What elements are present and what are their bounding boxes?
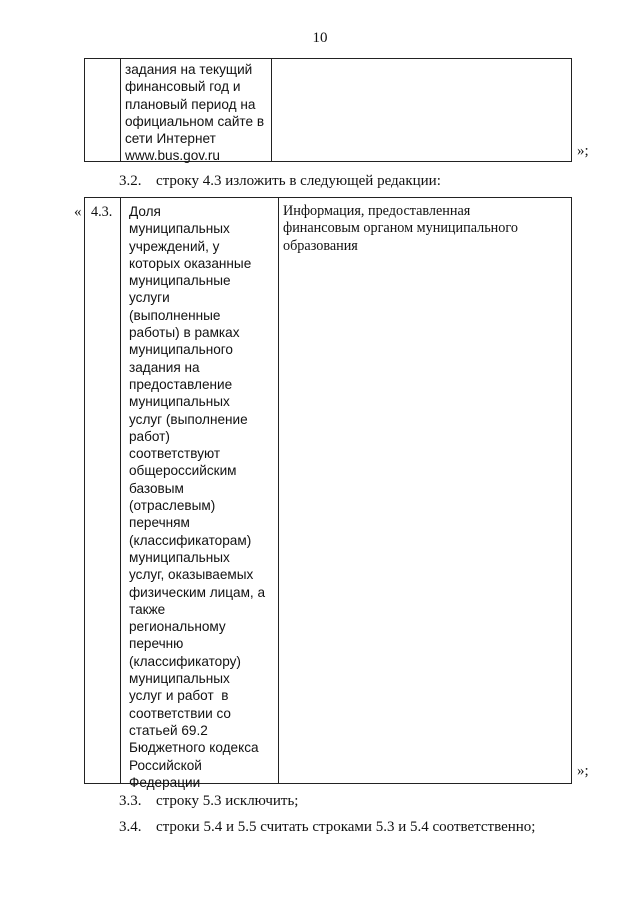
opening-quote: « [74,204,82,220]
paragraph-3-3-text: строку 5.3 исключить; [156,793,299,809]
paragraph-3-3-number: 3.3. [119,793,142,809]
source-cell: Информация, предоставленная финансовым органом муниципального образования [283,203,518,254]
column-divider [271,59,272,161]
table-continuation [84,58,572,162]
closing-quote: »; [577,143,589,159]
row-number-cell: 4.3. [91,204,113,220]
closing-quote-2: »; [577,763,589,779]
paragraph-3-4-text: строки 5.4 и 5.5 считать строками 5.3 и 5.4 соответственно; [156,819,536,835]
column-divider [120,198,121,783]
indicator-name-cell: Доля муниципальных учреждений, у которых оказанные муниципальные услуги (выполненные работы) в рамках муниципального задания на предоставление муниципальных услуг (выполнение работ) соответствуют общероссийским базовым (отраслевым) перечням (классификаторам) муниципальных услуг, оказываемых физическим лицам, а также региональному перечню (классификатору) муниципальных услуг и работ в соответствии со статьей 69.2 Бюджетного кодекса Российской Федерации [129,204,266,790]
paragraph-3-2-number: 3.2. [119,173,142,189]
column-divider [120,59,121,161]
table-row-4-3 [84,197,572,790]
paragraph-3-2-text: строку 4.3 изложить в следующей редакции: [156,173,441,189]
page-number: 10 [312,30,328,46]
paragraph-3-4-number: 3.4. [119,819,142,835]
indicator-name-cell: задания на текущий финансовый год и плановый период на официальном сайте в сети Интернет www.bus.gov.ru [125,62,265,164]
column-divider [278,198,279,783]
